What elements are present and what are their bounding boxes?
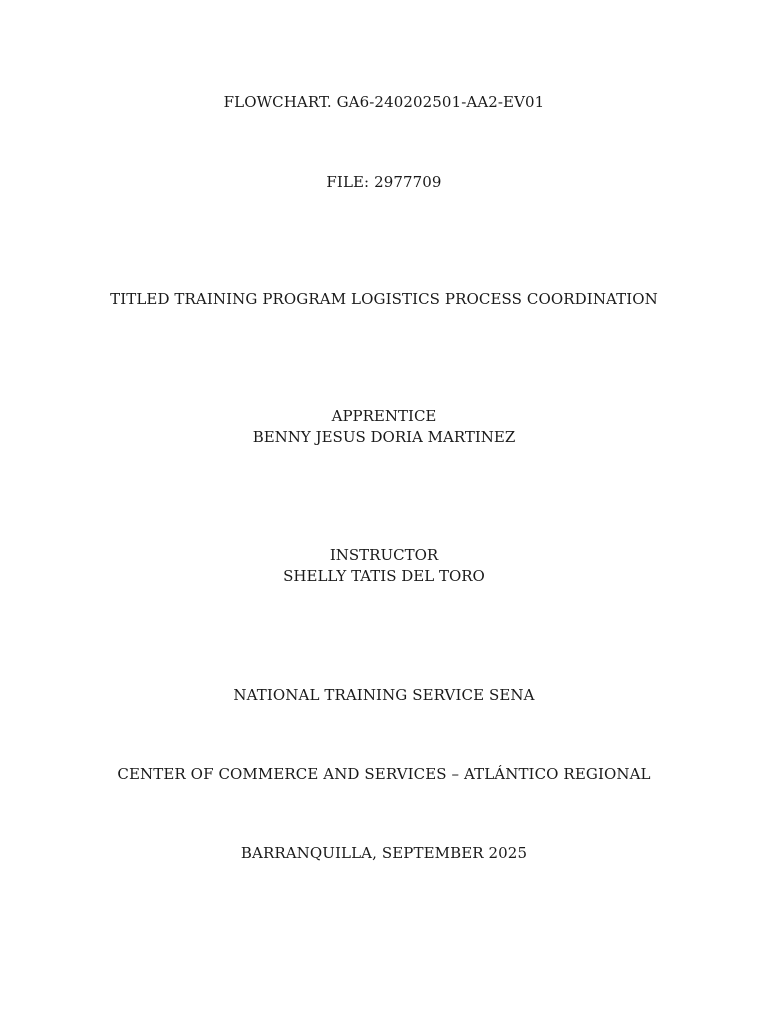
file-number: FILE: 2977709 [326,173,442,191]
institution-name: NATIONAL TRAINING SERVICE SENA [233,686,535,704]
program-title: TITLED TRAINING PROGRAM LOGISTICS PROCESS COORDINATION [110,290,658,308]
instructor-block [0,545,768,587]
place-date: BARRANQUILLA, SEPTEMBER 2025 [240,844,528,862]
apprentice-role: APPRENTICE [331,407,437,425]
instructor-role: INSTRUCTOR [329,546,439,564]
center-name: CENTER OF COMMERCE AND SERVICES – ATLÁNTICO REGIONAL [117,765,651,783]
apprentice-name: BENNY JESUS DORIA MARTINEZ [252,428,516,446]
instructor-name: SHELLY TATIS DEL TORO [283,567,485,585]
apprentice-block [0,406,768,448]
flowchart-title: FLOWCHART. GA6-240202501-AA2-EV01 [223,93,545,111]
